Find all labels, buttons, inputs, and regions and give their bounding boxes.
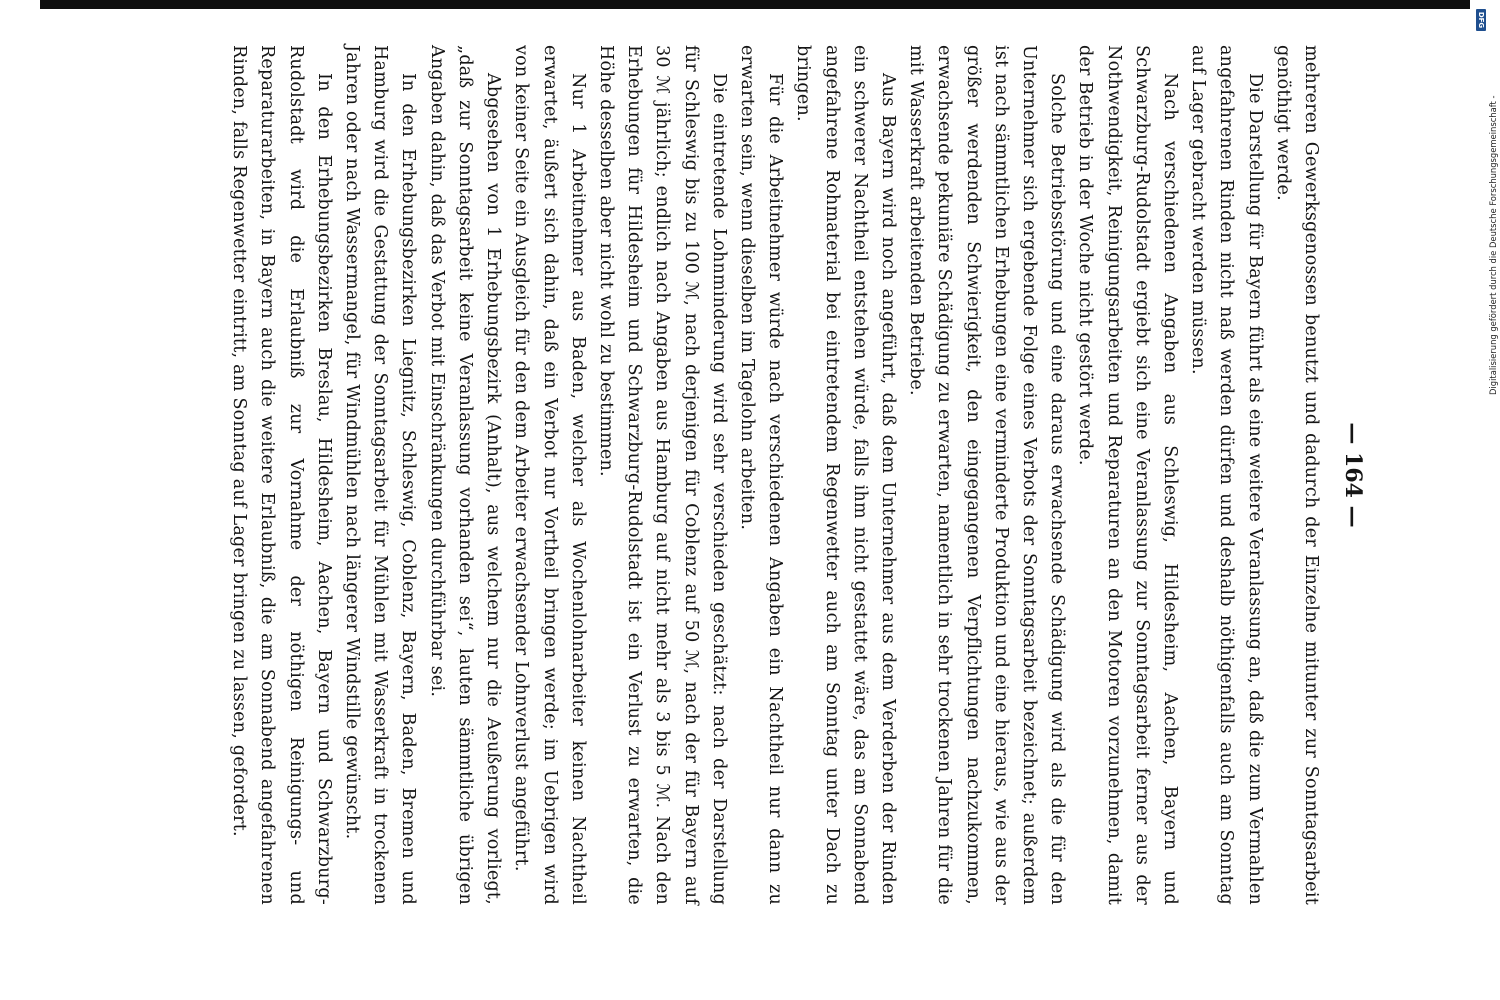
page-number: — 164 —	[1340, 422, 1366, 528]
paragraph-7: Die eintretende Lohnminderung wird sehr verschieden geschätzt: nach der Darstellung für Schleswig bis zu 100 ℳ, nach derjenigen für Coblenz auf 50 ℳ, nach der für Bayern auf 30 ℳ jährlich; endlich nach Angaben aus Hamburg auf nicht mehr als 3 bis 5 ℳ. Nach den Erhebungen für Hildesheim und Schwarzburg-Rudolstadt ist ein Verlust zu erwarten, die Höhe desselben aber nicht wohl zu bestimmen.	[595, 45, 729, 905]
paragraph-1: mehreren Gewerksgenossen benutzt und dadurch der Einzelne mitunter zur Sonntagsarbeit genöthigt werde.	[1272, 45, 1321, 905]
dfg-logo-text: DFG	[1477, 11, 1485, 29]
paragraph-2: Die Darstellung für Bayern führt als eine weitere Veranlassung an, daß die zum Vermahlen angefahrenen Rinden nicht naß werden dürfen und deshalb nöthigenfalls auch am Sonntag auf Lager gebracht werden müssen.	[1188, 45, 1265, 905]
paragraph-4: Solche Betriebsstörung und eine daraus erwachsende Schädigung wird als die für den Unternehmer sich ergebende Folge eines Verbots der Sonntagsarbeit bezeichnet; außerdem ist nach sämmtlichen Erhebungen eine verminderte Produktion und eine hieraus, wie aus der größer werdenden Schwierigkeit, den eingegangenen Verpflichtungen nachzukommen, erwachsende pekuniäre Schädigung zu erwarten, namentlich in sehr trockenen Jahren für die mit Wasserkraft arbeitenden Betriebe.	[906, 45, 1068, 905]
paragraph-8: Nur 1 Arbeitnehmer aus Baden, welcher als Wochenlohnarbeiter keinen Nachtheil erwartet, äußert sich dahin, daß ein Verbot nur Vortheil bringen werde; im Uebrigen wird von keiner Seite ein Ausgleich für den dem Arbeiter erwachsender Lohnverlust angeführt.	[511, 45, 588, 905]
digitization-credit	[1474, 10, 1498, 395]
paragraph-9: Abgesehen von 1 Erhebungsbezirk (Anhalt), aus welchem nur die Aeußerung vorliegt, „daß zur Sonntagsarbeit keine Veranlassung vorhanden sei“, lauten sämmtliche übrigen Angaben dahin, daß das Verbot mit Einschränkungen durchführbar sei.	[426, 45, 504, 905]
digitization-credit-text: Digitalisierung gefördert durch die Deutsche Forschungsgemeinschaft -	[1488, 95, 1498, 395]
paragraph-5: Aus Bayern wird noch angeführt, daß dem Unternehmer aus dem Verderben der Rinden ein schwerer Nachtheil entstehen würde, falls ihm nicht gestattet wäre, das am Sonnabend angefahrene Rohmaterial bei eintretendem Regenwetter auch am Sonntag unter Dach zu bringen.	[793, 45, 898, 905]
paragraph-11: In den Erhebungsbezirken Breslau, Hildesheim, Aachen, Bayern und Schwarzburg-Rudolstadt wird die Erlaubniß zur Vornahme der nöthigen Reinigungs- und Reparaturarbeiten, in Bayern auch die weitere Erlaubniß, die am Sonnabend angefahrenen Rinden, falls Regenwetter eintritt, am Sonntag auf Lager bringen zu lassen, gefordert.	[229, 45, 334, 905]
paragraph-10: In den Erhebungsbezirken Liegnitz, Schleswig, Coblenz, Bayern, Baden, Bremen und Hamburg wird die Gestattung der Sonntagsarbeit für Mühlen mit Wasserkraft in trockenen Jahren oder nach Wassermangel, für Windmühlen nach längerer Windstille gewünscht.	[342, 45, 419, 905]
scan-edge-bar	[40, 0, 1470, 9]
rotated-text-block	[55, 45, 1375, 905]
paragraph-3: Nach verschiedenen Angaben aus Schleswig, Hildesheim, Aachen, Bayern und Schwarzburg-Rudolstadt ergiebt sich eine Veranlassung zur Sonntagsarbeit ferner aus der Nothwendigkeit, Reinigungsarbeiten und Reparaturen an den Motoren vorzunehmen, damit der Betrieb in der Woche nicht gestört werde.	[1075, 45, 1180, 905]
paragraph-6: Für die Arbeitnehmer würde nach verschiedenen Angaben ein Nachtheil nur dann zu erwarten sein, wenn dieselben im Tagelohn arbeiten.	[736, 45, 786, 905]
